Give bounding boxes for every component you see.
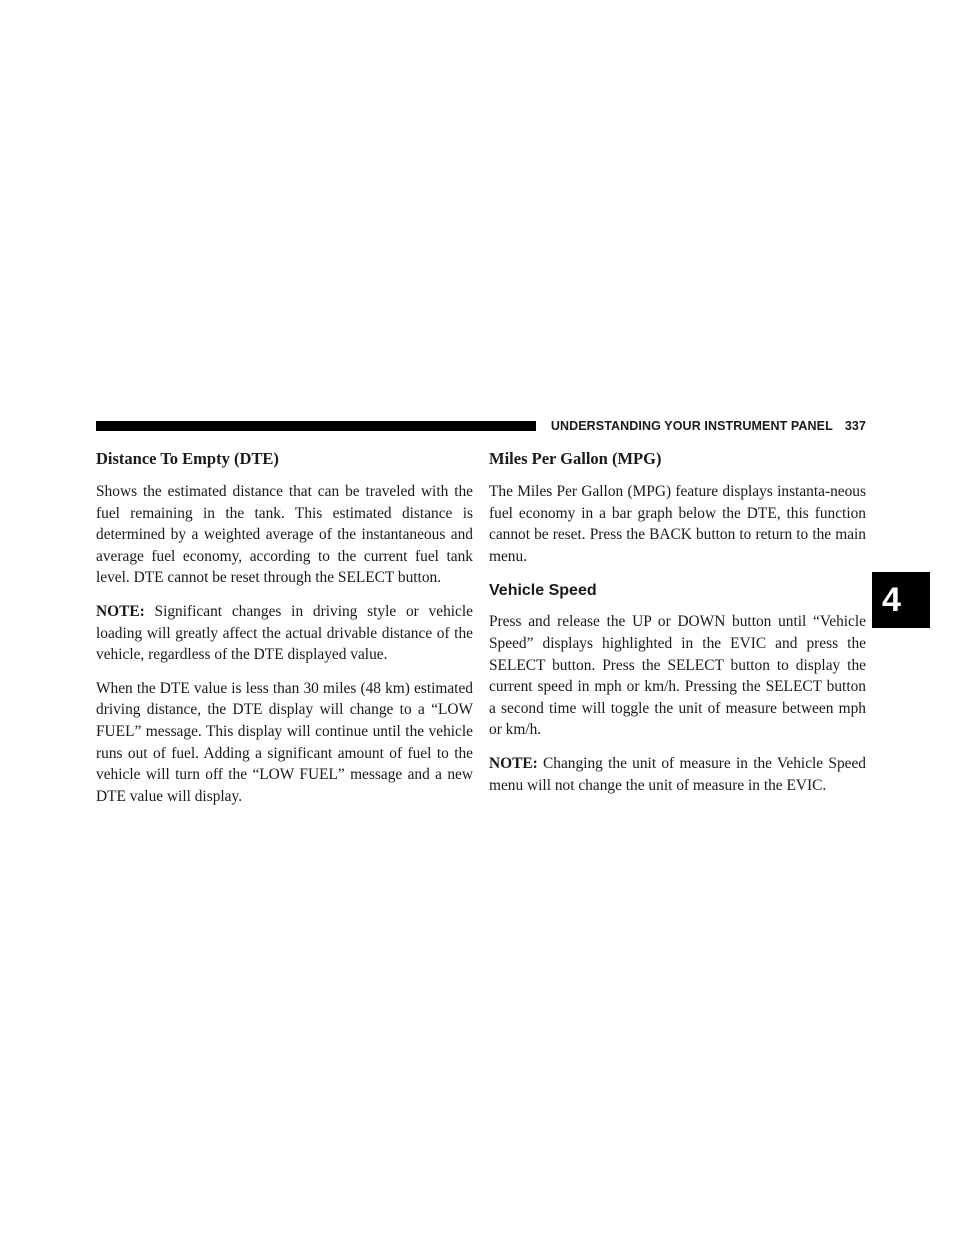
dte-note bbox=[96, 601, 473, 666]
dte-paragraph: Shows the estimated distance that can be traveled with the fuel remaining in the tank. This estimated distance is determined by a weighted average of the instantaneous and average fuel economy, according to the current fuel tank level. DTE cannot be reset through the SELECT button. bbox=[96, 483, 473, 587]
section-heading-dte: Distance To Empty (DTE) bbox=[96, 449, 279, 468]
mpg-paragraph: The Miles Per Gallon (MPG) feature displays instanta-neous fuel economy in a bar graph below the DTE, this function cannot be reset. Press the BACK button to return to the main menu. bbox=[489, 483, 866, 565]
note-text: Changing the unit of measure in the Vehicle Speed menu will not change the unit of measure in the EVIC. bbox=[489, 754, 866, 794]
header-rule-end bbox=[527, 421, 536, 431]
running-head bbox=[538, 418, 866, 434]
vehicle-speed-note bbox=[489, 753, 866, 796]
page-number: 337 bbox=[844, 419, 866, 433]
left-column bbox=[96, 449, 473, 819]
chapter-tab: 4 bbox=[872, 572, 930, 628]
note-text: Significant changes in driving style or vehicle loading will greatly affect the actual drivable distance of the vehicle, regardless of the DTE displayed value. bbox=[96, 602, 473, 664]
note-label: NOTE: bbox=[96, 602, 145, 620]
section-heading-vehicle-speed: Vehicle Speed bbox=[489, 582, 597, 600]
running-head-title: UNDERSTANDING YOUR INSTRUMENT PANEL bbox=[550, 419, 833, 433]
vehicle-speed-paragraph: Press and release the UP or DOWN button until “Vehicle Speed” displays highlighted in the EVIC and press the SELECT button. Press the SELECT button to display the current speed in mph or km/h. Pressing the SELECT button a second time will toggle the unit of measure between mph or km/h. bbox=[489, 613, 866, 739]
note-label: NOTE: bbox=[489, 754, 538, 772]
section-heading-mpg: Miles Per Gallon (MPG) bbox=[489, 449, 662, 468]
right-column bbox=[489, 449, 866, 808]
header-rule bbox=[96, 421, 527, 431]
dte-low-fuel-paragraph: When the DTE value is less than 30 miles (48 km) estimated driving distance, the DTE display will change to a “LOW FUEL” message. This display will continue until the vehicle runs out of fuel. Adding a significant amount of fuel to the vehicle will turn off the “LOW FUEL” message and a new DTE value will display. bbox=[96, 679, 473, 805]
